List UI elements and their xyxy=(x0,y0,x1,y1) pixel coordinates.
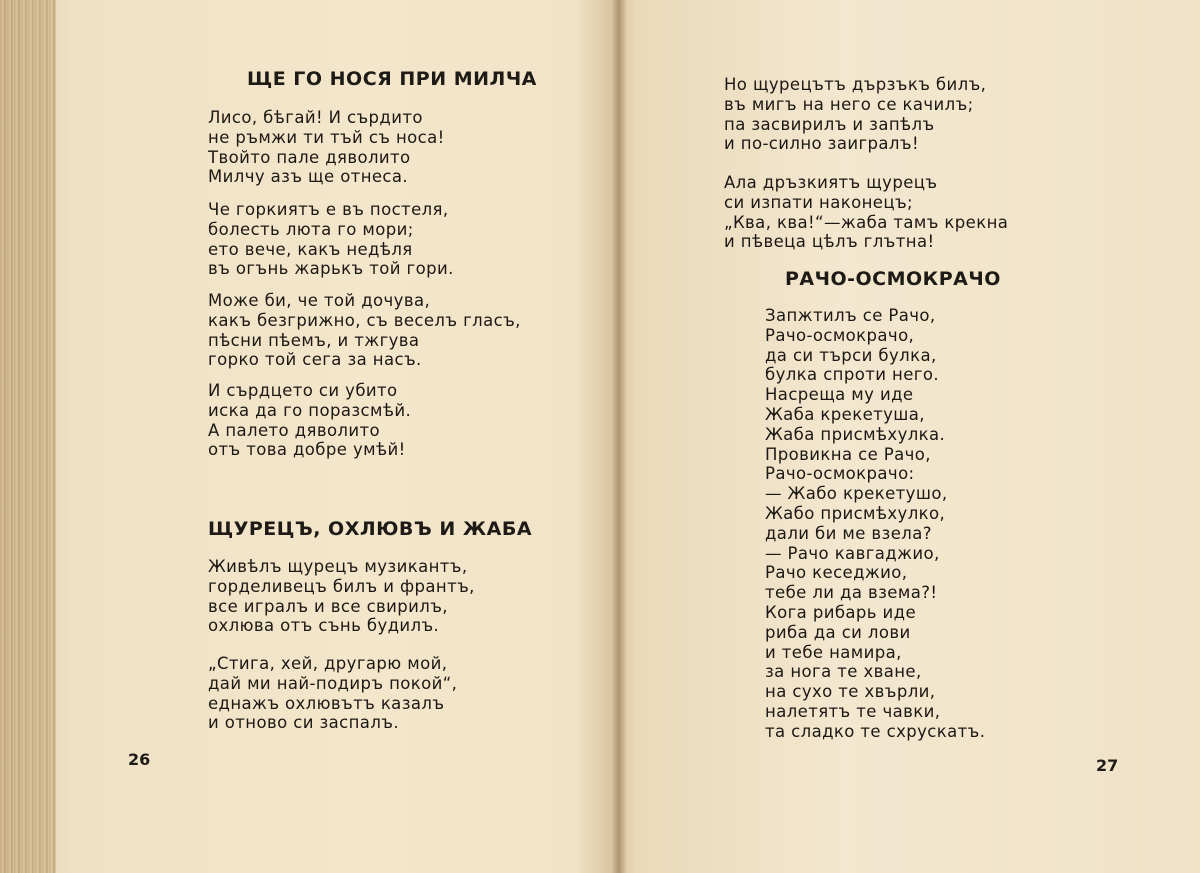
poem-line: да си търси булка, xyxy=(765,345,937,365)
poem-racho-body xyxy=(765,306,985,742)
poem-line: риба да си лови xyxy=(765,622,911,642)
poem-line: налетятъ те чавки, xyxy=(765,701,941,721)
poem-line: Жабо присмѣхулко, xyxy=(765,503,946,523)
right-page xyxy=(626,0,1200,873)
poem-line: Твойто пале дяволито xyxy=(208,147,411,167)
poem-line: И сърдцето си убито xyxy=(208,381,398,400)
poem-line: Насреща му иде xyxy=(765,385,914,405)
poem-line: пѣсни пѣемъ, и тжгува xyxy=(208,330,420,350)
poem-line: не ръмжи ти тъй съ носа! xyxy=(208,127,445,147)
poem-line: Лисо, бѣгай! И сърдито xyxy=(208,108,423,127)
poem-line: и тебе намира, xyxy=(765,642,902,662)
poem-line: — Рачо кавгаджио, xyxy=(765,543,940,563)
page-number: 27 xyxy=(1096,756,1119,775)
poem-line: — Жабо крекетушо, xyxy=(765,484,948,504)
poem-line: Милчу азъ ще отнеса. xyxy=(208,167,409,187)
left-page xyxy=(56,0,612,873)
poem-line: та сладко те схрускатъ. xyxy=(765,721,986,741)
poem-line: „Ква, ква!“—жаба тамъ крекна xyxy=(724,212,1009,232)
poem-line: дай ми най-подиръ покой“, xyxy=(208,673,458,693)
poem-line: Рачо-осмокрачо, xyxy=(765,325,915,345)
poem-title-shturets: ЩУРЕЦЪ, ОХЛЮВЪ И ЖАБА xyxy=(208,518,533,540)
poem-line: горделивецъ билъ и франтъ, xyxy=(208,576,475,596)
poem-line: Може би, че той дочува, xyxy=(208,291,431,310)
book-gutter xyxy=(612,0,626,873)
stanza xyxy=(208,381,411,460)
stanza xyxy=(208,557,475,636)
page-edges xyxy=(0,0,56,873)
poem-title-milcha: ЩЕ ГО НОСЯ ПРИ МИЛЧА xyxy=(247,68,537,90)
poem-line: иска да го поразсмѣй. xyxy=(208,400,412,420)
poem-line: въ мигъ на него се качилъ; xyxy=(724,94,974,114)
poem-title-racho: РАЧО-ОСМОКРАЧО xyxy=(785,268,1001,290)
poem-line: Провикна се Рачо, xyxy=(765,444,931,464)
stanza xyxy=(208,291,521,370)
stanza xyxy=(208,654,457,733)
poem-line: горко той сега за насъ. xyxy=(208,350,422,370)
poem-line: охлюва отъ сънь будилъ. xyxy=(208,616,440,636)
poem-line: дали би ме взела? xyxy=(765,523,932,543)
poem-line: Жаба присмѣхулка. xyxy=(765,424,946,444)
poem-line: Запжтилъ се Рачо, xyxy=(765,306,936,325)
poem-line: па засвирилъ и запѣлъ xyxy=(724,114,935,134)
poem-line: „Стига, хей, другарю мой, xyxy=(208,654,448,673)
stanza xyxy=(724,75,986,154)
poem-line: ето вече, какъ недѣля xyxy=(208,239,413,259)
poem-line: Ала дръзкиятъ щурецъ xyxy=(724,173,938,192)
poem-line: какъ безгрижно, съ веселъ гласъ, xyxy=(208,310,521,330)
stanza xyxy=(208,200,454,279)
poem-line: Рачо-осмокрачо: xyxy=(765,464,915,484)
poem-line: отъ това добре умѣй! xyxy=(208,440,406,460)
stanza xyxy=(724,173,1008,252)
stanza xyxy=(208,108,445,187)
poem-line: Че горкиятъ е въ постеля, xyxy=(208,200,449,219)
poem-line: булка спроти него. xyxy=(765,365,939,385)
poem-line: тебе ли да взема?! xyxy=(765,583,938,603)
poem-line: и по-силно заигралъ! xyxy=(724,134,919,154)
poem-line: и отново си заспалъ. xyxy=(208,713,399,733)
poem-line: Живѣлъ щурецъ музикантъ, xyxy=(208,557,468,576)
poem-line: на сухо те хвърли, xyxy=(765,682,936,702)
poem-line: си изпати наконецъ; xyxy=(724,192,913,212)
poem-line: и пѣвеца цѣлъ глътна! xyxy=(724,232,935,252)
poem-line: еднажъ охлювътъ казалъ xyxy=(208,693,445,713)
poem-line: А палето дяволито xyxy=(208,420,381,440)
poem-line: за нога те хване, xyxy=(765,662,922,682)
page-number: 26 xyxy=(128,750,151,769)
poem-line: болесть люта го мори; xyxy=(208,219,414,239)
poem-line: Жаба крекетуша, xyxy=(765,404,925,424)
poem-line: въ огънь жарькъ той гори. xyxy=(208,259,454,279)
poem-line: Рачо кеседжио, xyxy=(765,563,908,583)
poem-line: все игралъ и все свирилъ, xyxy=(208,596,448,616)
poem-line: Кога рибарь иде xyxy=(765,602,917,622)
poem-line: Но щурецътъ дързъкъ билъ, xyxy=(724,75,987,94)
